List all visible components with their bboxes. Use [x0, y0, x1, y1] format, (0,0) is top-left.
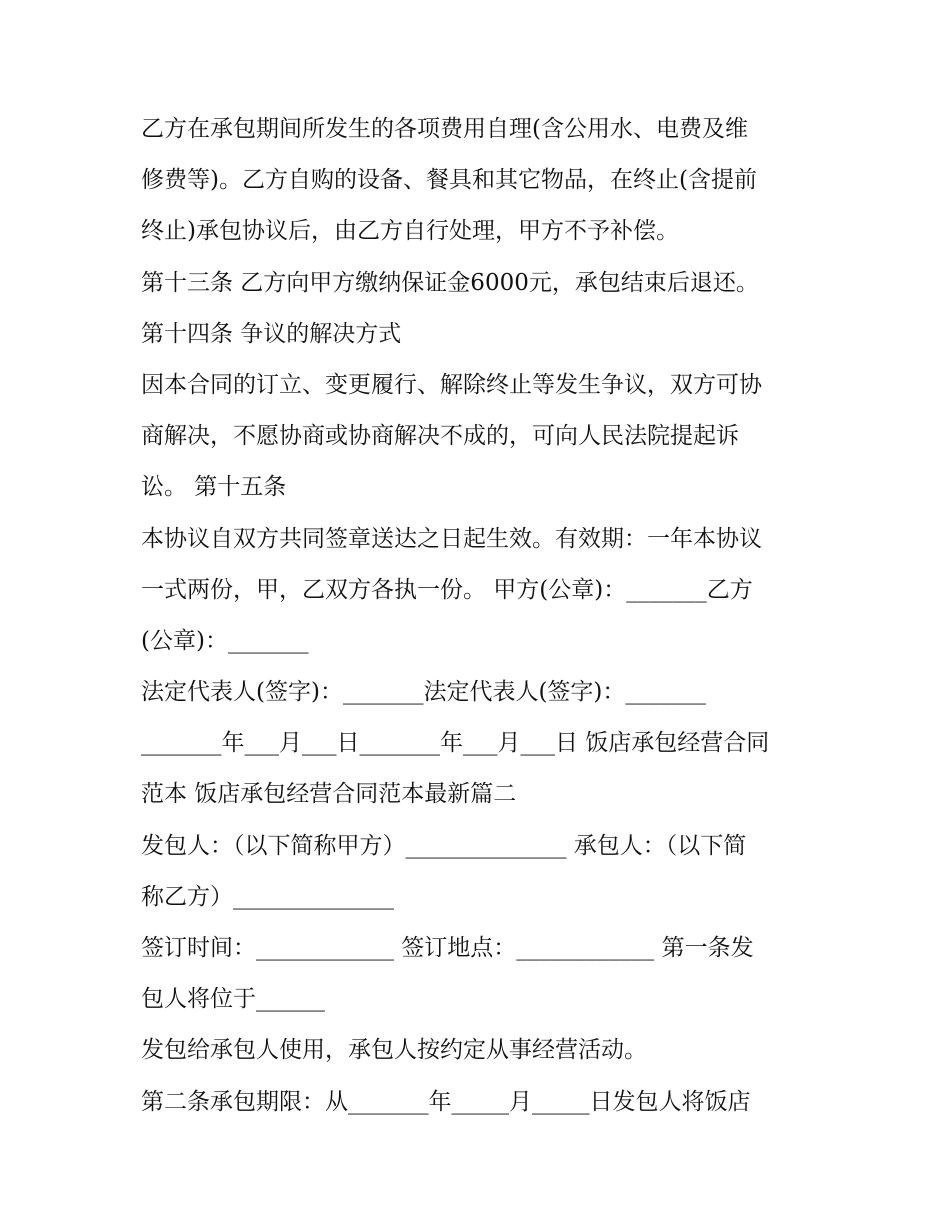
document-body: [141, 104, 831, 1128]
text-line: 包人将位于______: [141, 986, 325, 1013]
text-line: 终止)承包协议后，由乙方自行处理，甲方不予补偿。: [141, 218, 679, 245]
article-14-heading: 第十四条 争议的解决方式: [141, 320, 402, 347]
article-13-line: 第十三条 乙方向甲方缴纳保证金6000元，承包结束后退还。: [141, 269, 759, 296]
party-line: 称乙方）______________: [141, 883, 394, 910]
section-title-line: 范本 饭店承包经营合同范本最新篇二: [141, 781, 517, 808]
date-line: _______年___月___日_______年___月___日 饭店承包经营合同: [141, 730, 770, 757]
article-2-line: 第二条承包期限：从_______年_____月_____日发包人将饭店: [141, 1088, 751, 1115]
text-line: 发包给承包人使用，承包人按约定从事经营活动。: [141, 1037, 647, 1064]
signing-info-line: 签订时间：____________ 签订地点：____________ 第一条发: [141, 935, 754, 961]
representative-line: 法定代表人(签字)：_______法定代表人(签字)：_______: [141, 679, 706, 706]
party-line: 发包人：（以下简称甲方）______________ 承包人：（以下简: [141, 832, 747, 859]
text-line: 修费等)。乙方自购的设备、餐具和其它物品，在终止(含提前: [141, 167, 757, 194]
signature-line: 一式两份，甲，乙双方各执一份。 甲方(公章)：_______乙方: [141, 576, 753, 603]
text-line: 乙方在承包期间所发生的各项费用自理(含公用水、电费及维: [141, 116, 748, 142]
article-15-line: 讼。 第十五条: [141, 474, 287, 501]
text-line: 本协议自双方共同签章送达之日起生效。有效期：一年本协议: [141, 525, 762, 552]
text-line: 因本合同的订立、变更履行、解除终止等发生争议，双方可协: [141, 371, 762, 398]
text-line: 商解决，不愿协商或协商解决不成的，可向人民法院提起诉: [141, 423, 739, 450]
signature-line: (公章)：_______: [141, 627, 309, 654]
